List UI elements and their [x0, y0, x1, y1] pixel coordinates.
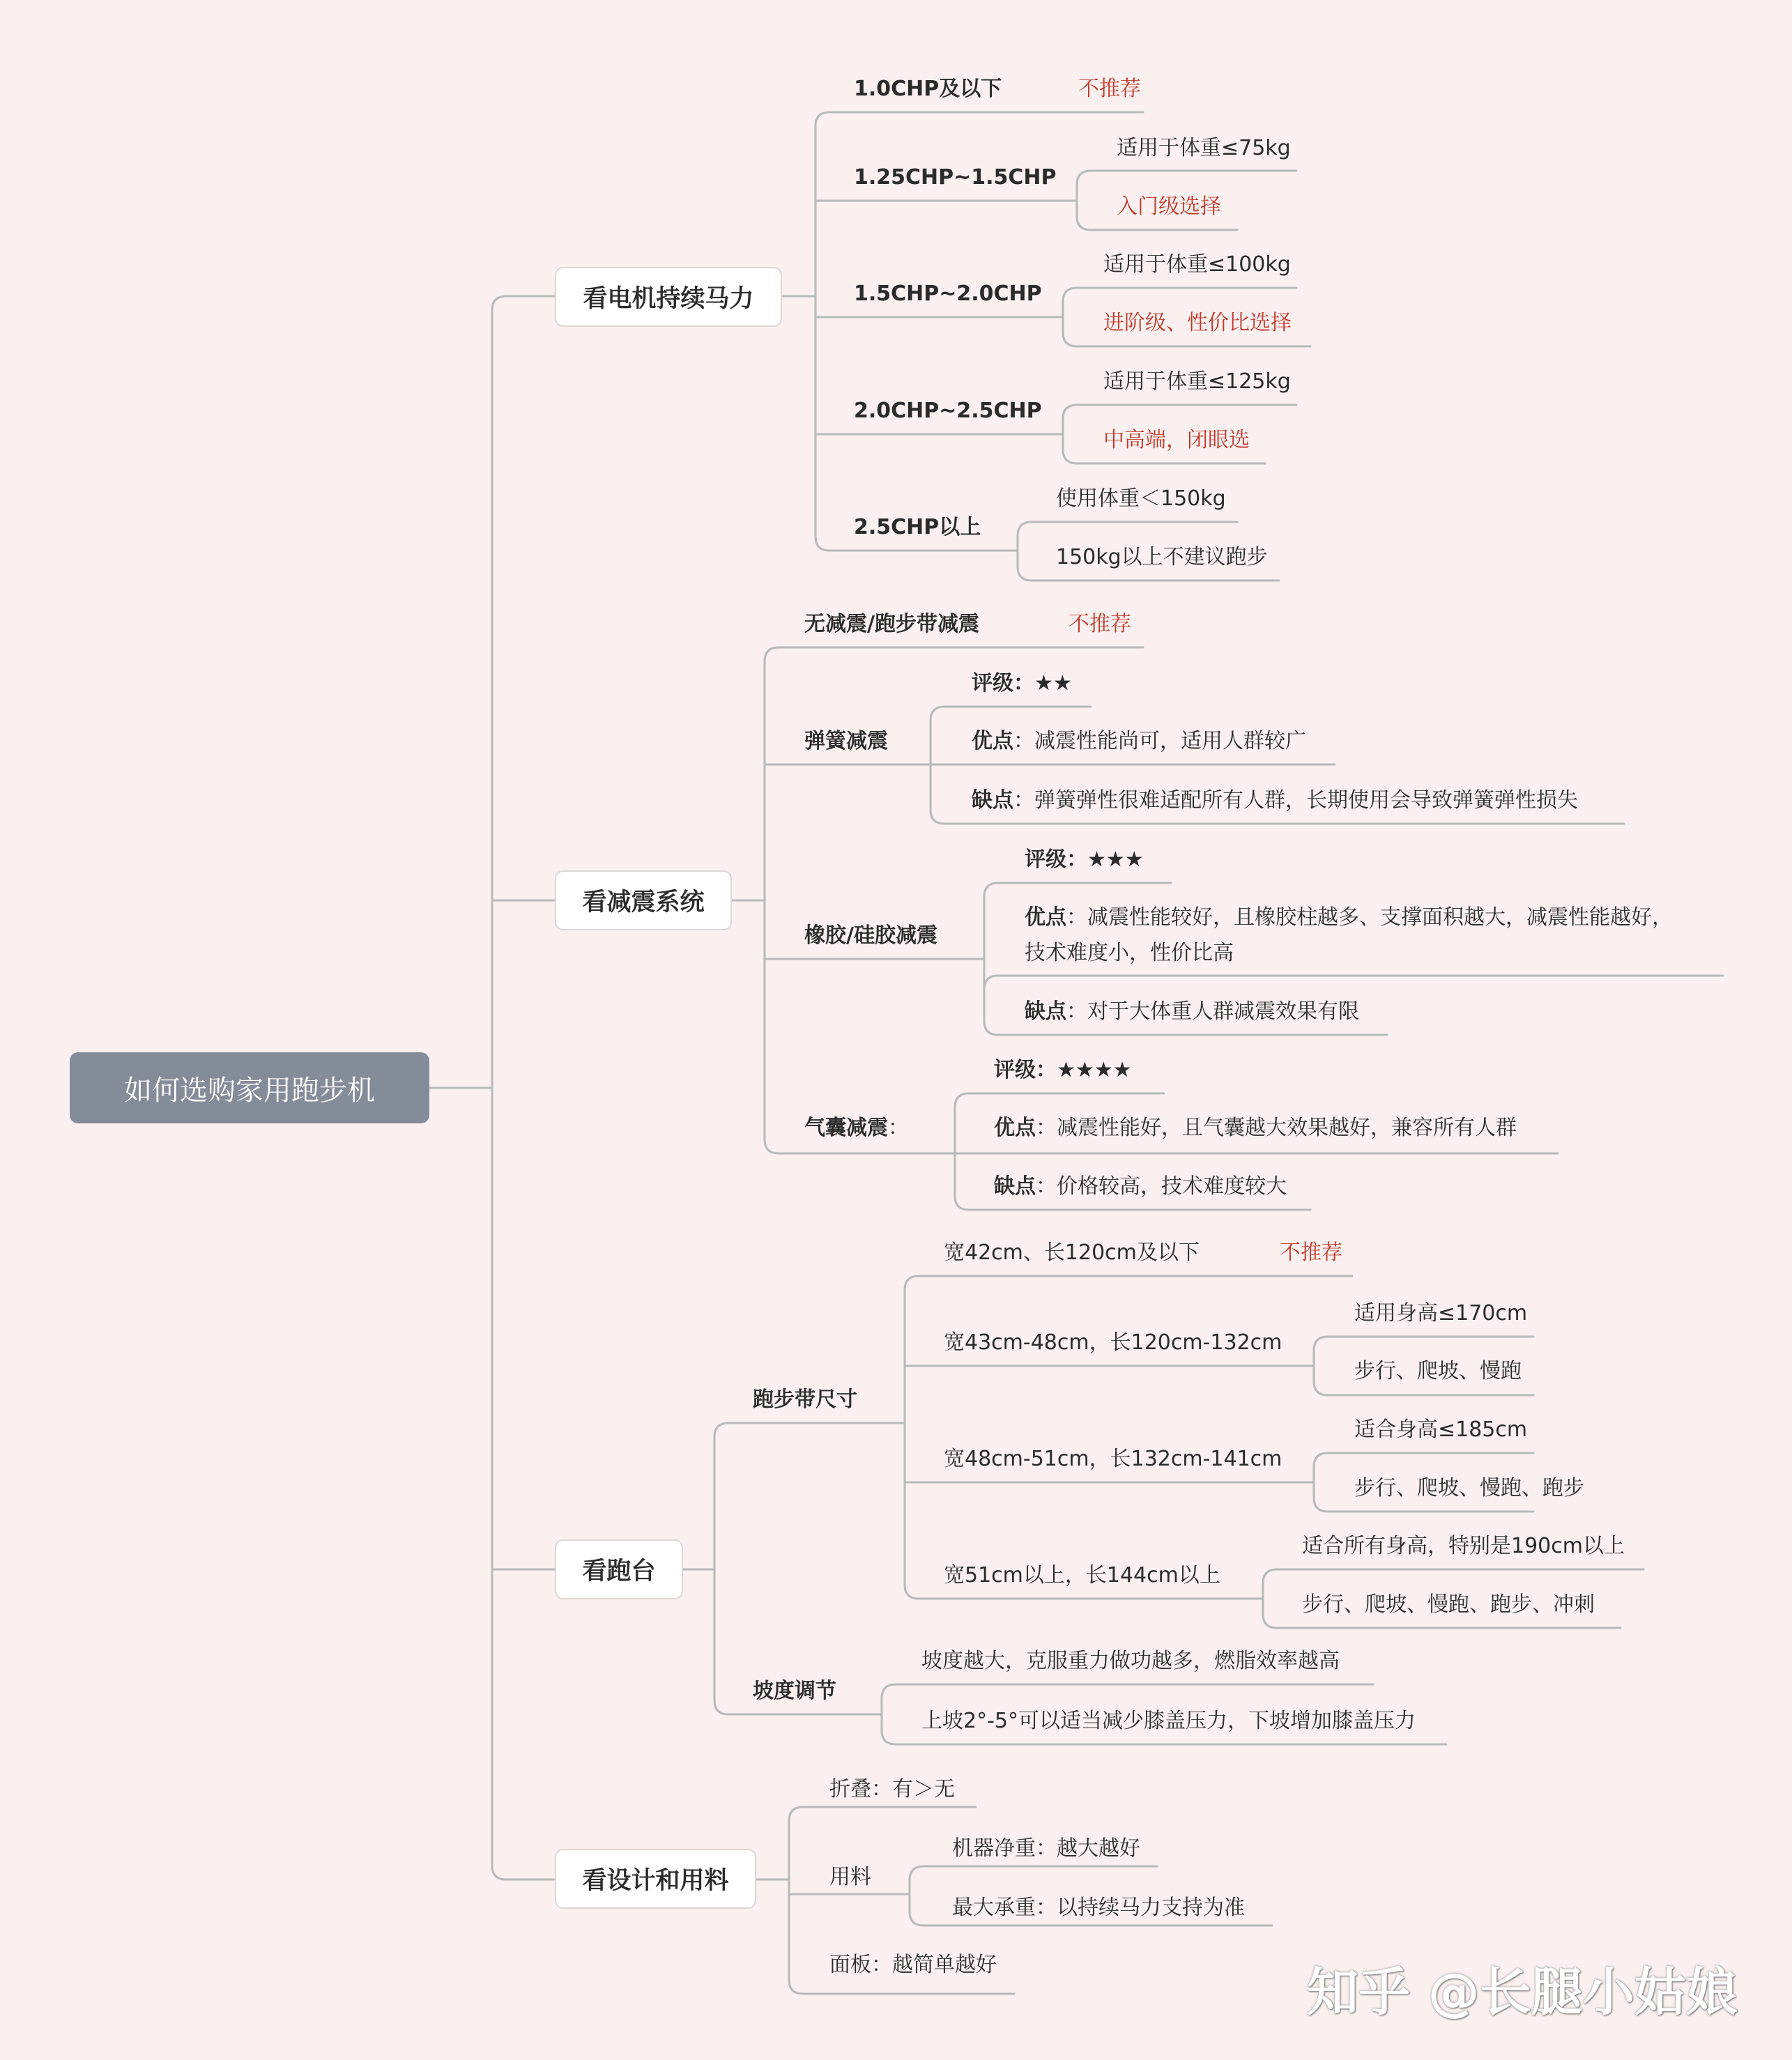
shock-node-4-pros — [994, 1113, 1517, 1144]
shock-node-2-cons — [972, 785, 1578, 816]
motor-node-3-child-2: 进阶级、性价比选择 — [1103, 311, 1292, 335]
material-child-1: 机器净重：越大越好 — [952, 1836, 1140, 1861]
shock-node-2[interactable]: 弹簧减震 — [804, 729, 888, 753]
cons-label: 缺点 — [994, 1174, 1036, 1199]
pros-text: ：减震性能好，且气囊越大效果越好，兼容所有人群 — [1036, 1116, 1517, 1140]
motor-node-3-child-1: 适用于体重≤100kg — [1103, 252, 1291, 277]
shock-node-2-rating — [972, 668, 1072, 699]
material-child-2: 最大承重：以持续马力支持为准 — [952, 1896, 1245, 1920]
cons-text: ：弹簧弹性很难适配所有人群，长期使用会导致弹簧弹性损失 — [1013, 788, 1578, 813]
rating-stars: ★★ — [1034, 671, 1072, 695]
motor-node-1-note: 不推荐 — [1078, 77, 1141, 101]
branch-design[interactable]: 看设计和用料 — [555, 1849, 756, 1909]
shock-node-3-cons — [1025, 997, 1359, 1027]
branch-deck[interactable]: 看跑台 — [555, 1539, 683, 1599]
belt-size-3-child-2: 步行、爬坡、慢跑、跑步 — [1354, 1476, 1584, 1500]
shock-node-3-pros-line-2: 技术难度小，性价比高 — [1025, 941, 1234, 965]
belt-size-1[interactable]: 宽42cm、长120cm及以下 — [944, 1240, 1200, 1265]
motor-node-1[interactable]: 1.0CHP及以下 — [854, 77, 1002, 101]
slope-child-2: 上坡2°-5°可以适当减少膝盖压力，下坡增加膝盖压力 — [921, 1709, 1416, 1733]
motor-node-2[interactable]: 1.25CHP~1.5CHP — [854, 165, 1057, 190]
design-fold[interactable]: 折叠：有＞无 — [829, 1777, 955, 1801]
belt-size-4[interactable]: 宽51cm以上，长144cm以上 — [944, 1563, 1220, 1588]
belt-size-4-child-2: 步行、爬坡、慢跑、跑步、冲刺 — [1302, 1592, 1595, 1617]
watermark: 知乎 @长腿小姑娘 — [1307, 1962, 1738, 2022]
shock-node-1[interactable]: 无减震/跑步带减震 — [804, 612, 979, 636]
belt-size-2-child-1: 适用身高≤170cm — [1354, 1301, 1528, 1325]
rating-stars: ★★★ — [1087, 847, 1144, 872]
belt-size-1-note: 不推荐 — [1280, 1240, 1342, 1265]
shock-node-2-pros — [972, 726, 1306, 757]
shock-node-4-rating — [994, 1055, 1132, 1086]
cons-text: ：对于大体重人群减震效果有限 — [1066, 999, 1359, 1024]
branch-motor[interactable]: 看电机持续马力 — [555, 267, 782, 327]
rating-label: 评级： — [1025, 847, 1087, 872]
rating-stars: ★★★★ — [1057, 1058, 1132, 1082]
motor-node-4-child-2: 中高端，闭眼选 — [1103, 428, 1250, 452]
deck-belt-size[interactable]: 跑步带尺寸 — [753, 1388, 857, 1412]
cons-label: 缺点 — [972, 788, 1013, 813]
shock-node-3[interactable]: 橡胶/硅胶减震 — [804, 923, 937, 948]
branch-shock[interactable]: 看减震系统 — [555, 870, 732, 930]
pros-text: ：减震性能尚可，适用人群较广 — [1013, 729, 1306, 753]
belt-size-4-child-1: 适合所有身高，特别是190cm以上 — [1302, 1534, 1625, 1558]
pros-label: 优点 — [1025, 905, 1066, 930]
shock-node-3-pros — [1025, 902, 1673, 933]
belt-size-2-child-2: 步行、爬坡、慢跑 — [1354, 1359, 1522, 1383]
deck-slope[interactable]: 坡度调节 — [753, 1679, 836, 1703]
cons-label: 缺点 — [1025, 999, 1066, 1024]
shock-node-4-label: 气囊减震 — [804, 1116, 888, 1140]
slope-child-1: 坡度越大，克服重力做功越多，燃脂效率越高 — [921, 1649, 1340, 1673]
belt-size-3[interactable]: 宽48cm-51cm，长132cm-141cm — [944, 1447, 1282, 1471]
shock-node-4-cons — [994, 1171, 1287, 1202]
pros-label: 优点 — [972, 729, 1013, 753]
design-material[interactable]: 用料 — [829, 1865, 871, 1889]
belt-size-3-child-1: 适合身高≤185cm — [1354, 1417, 1528, 1442]
rating-label: 评级： — [972, 671, 1034, 695]
rating-label: 评级： — [994, 1058, 1057, 1082]
motor-node-2-child-2: 入门级选择 — [1117, 194, 1221, 219]
motor-node-4[interactable]: 2.0CHP~2.5CHP — [854, 399, 1042, 423]
shock-node-4-suffix: ： — [888, 1116, 909, 1140]
motor-node-5-child-2: 150kg以上不建议跑步 — [1056, 545, 1268, 569]
belt-size-2[interactable]: 宽43cm-48cm，长120cm-132cm — [944, 1330, 1282, 1355]
pros-text: ：减震性能较好，且橡胶柱越多、支撑面积越大，减震性能越好， — [1066, 905, 1673, 930]
motor-node-3[interactable]: 1.5CHP~2.0CHP — [854, 282, 1042, 306]
motor-node-5[interactable]: 2.5CHP以上 — [854, 515, 981, 539]
motor-node-2-child-1: 适用于体重≤75kg — [1117, 136, 1291, 160]
cons-text: ：价格较高，技术难度较大 — [1036, 1174, 1287, 1199]
shock-node-1-note: 不推荐 — [1069, 612, 1131, 636]
root-topic[interactable]: 如何选购家用跑步机 — [70, 1052, 429, 1123]
shock-node-4[interactable] — [804, 1113, 909, 1144]
shock-node-3-rating — [1025, 845, 1144, 875]
motor-node-4-child-1: 适用于体重≤125kg — [1103, 369, 1291, 394]
pros-label: 优点 — [994, 1116, 1036, 1140]
design-panel[interactable]: 面板：越简单越好 — [829, 1953, 997, 1977]
motor-node-5-child-1: 使用体重＜150kg — [1056, 486, 1226, 511]
